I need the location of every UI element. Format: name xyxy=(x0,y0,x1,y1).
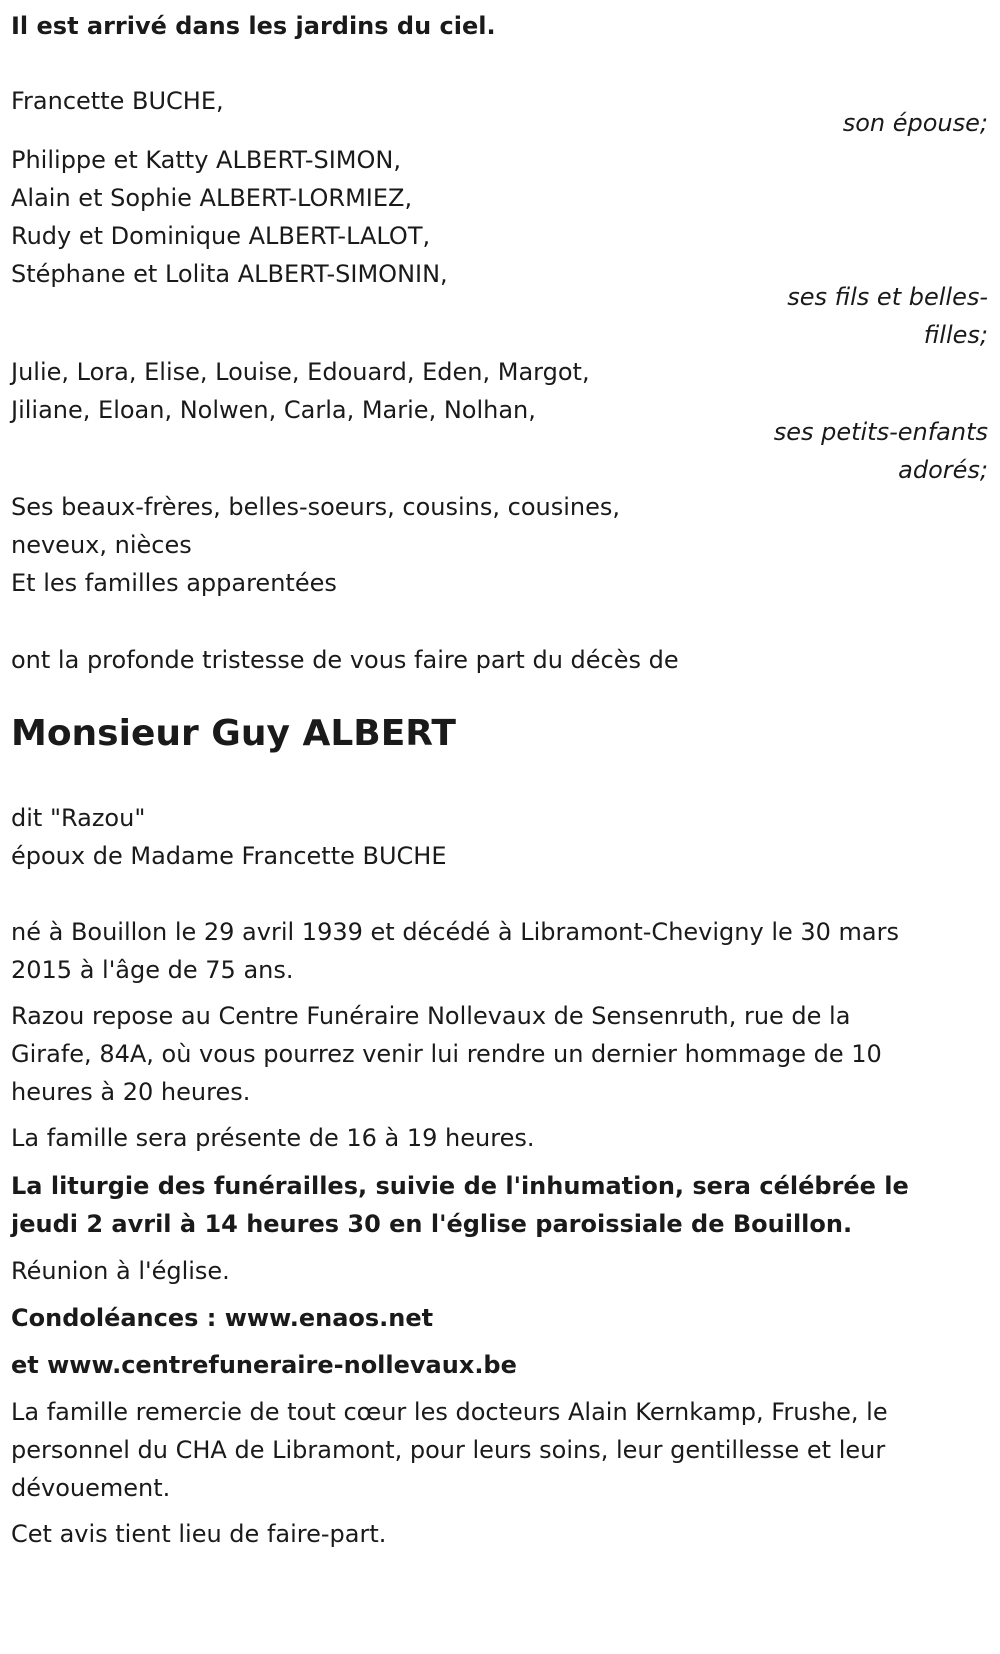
grandchildren-line: Jiliane, Eloan, Nolwen, Carla, Marie, Nolhan, xyxy=(11,396,536,424)
birth-death-line: 2015 à l'âge de 75 ans. xyxy=(11,956,294,984)
meeting-line: Réunion à l'église. xyxy=(11,1257,230,1285)
condolences-line: et www.centrefuneraire-nollevaux.be xyxy=(11,1351,517,1379)
spouse-name: Francette BUCHE, xyxy=(11,87,224,115)
family-present-line: La famille sera présente de 16 à 19 heures. xyxy=(11,1124,535,1152)
rest-line: Razou repose au Centre Funéraire Nollevaux de Sensenruth, rue de la xyxy=(11,1002,851,1030)
children-role: filles; xyxy=(923,321,988,349)
condolences-line: Condoléances : www.enaos.net xyxy=(11,1304,434,1332)
relatives-line: neveux, nièces xyxy=(11,531,192,559)
closing-line: Cet avis tient lieu de faire-part. xyxy=(11,1520,387,1548)
birth-death-line: né à Bouillon le 29 avril 1939 et décédé à Libramont-Chevigny le 30 mars xyxy=(11,918,899,946)
thanks-line: La famille remercie de tout cœur les docteurs Alain Kernkamp, Frushe, le xyxy=(11,1398,888,1426)
intro-line: Il est arrivé dans les jardins du ciel. xyxy=(11,12,496,40)
spouse-role: son épouse; xyxy=(842,109,988,137)
grandchildren-role: adorés; xyxy=(898,456,988,484)
rest-line: Girafe, 84A, où vous pourrez venir lui rendre un dernier hommage de 10 xyxy=(11,1040,882,1068)
children-line: Rudy et Dominique ALBERT-LALOT, xyxy=(11,222,431,250)
deceased-name: Monsieur Guy ALBERT xyxy=(11,713,456,754)
children-role: ses fils et belles- xyxy=(787,283,988,311)
thanks-line: personnel du CHA de Libramont, pour leurs soins, leur gentillesse et leur xyxy=(11,1436,886,1464)
children-line: Alain et Sophie ALBERT-LORMIEZ, xyxy=(11,184,413,212)
spouse-of-line: époux de Madame Francette BUCHE xyxy=(11,842,447,870)
relatives-line: Et les familles apparentées xyxy=(11,569,337,597)
children-line: Philippe et Katty ALBERT-SIMON, xyxy=(11,146,401,174)
thanks-line: dévouement. xyxy=(11,1474,171,1502)
grandchildren-role: ses petits-enfants xyxy=(773,418,988,446)
announcement-line: ont la profonde tristesse de vous faire part du décès de xyxy=(11,646,679,674)
liturgy-line: jeudi 2 avril à 14 heures 30 en l'église paroissiale de Bouillon. xyxy=(11,1210,853,1238)
rest-line: heures à 20 heures. xyxy=(11,1078,251,1106)
nickname-line: dit "Razou" xyxy=(11,804,146,832)
relatives-line: Ses beaux-frères, belles-soeurs, cousins, cousines, xyxy=(11,493,620,521)
grandchildren-line: Julie, Lora, Elise, Louise, Edouard, Eden, Margot, xyxy=(11,358,590,386)
liturgy-line: La liturgie des funérailles, suivie de l'inhumation, sera célébrée le xyxy=(11,1172,909,1200)
children-line: Stéphane et Lolita ALBERT-SIMONIN, xyxy=(11,260,448,288)
